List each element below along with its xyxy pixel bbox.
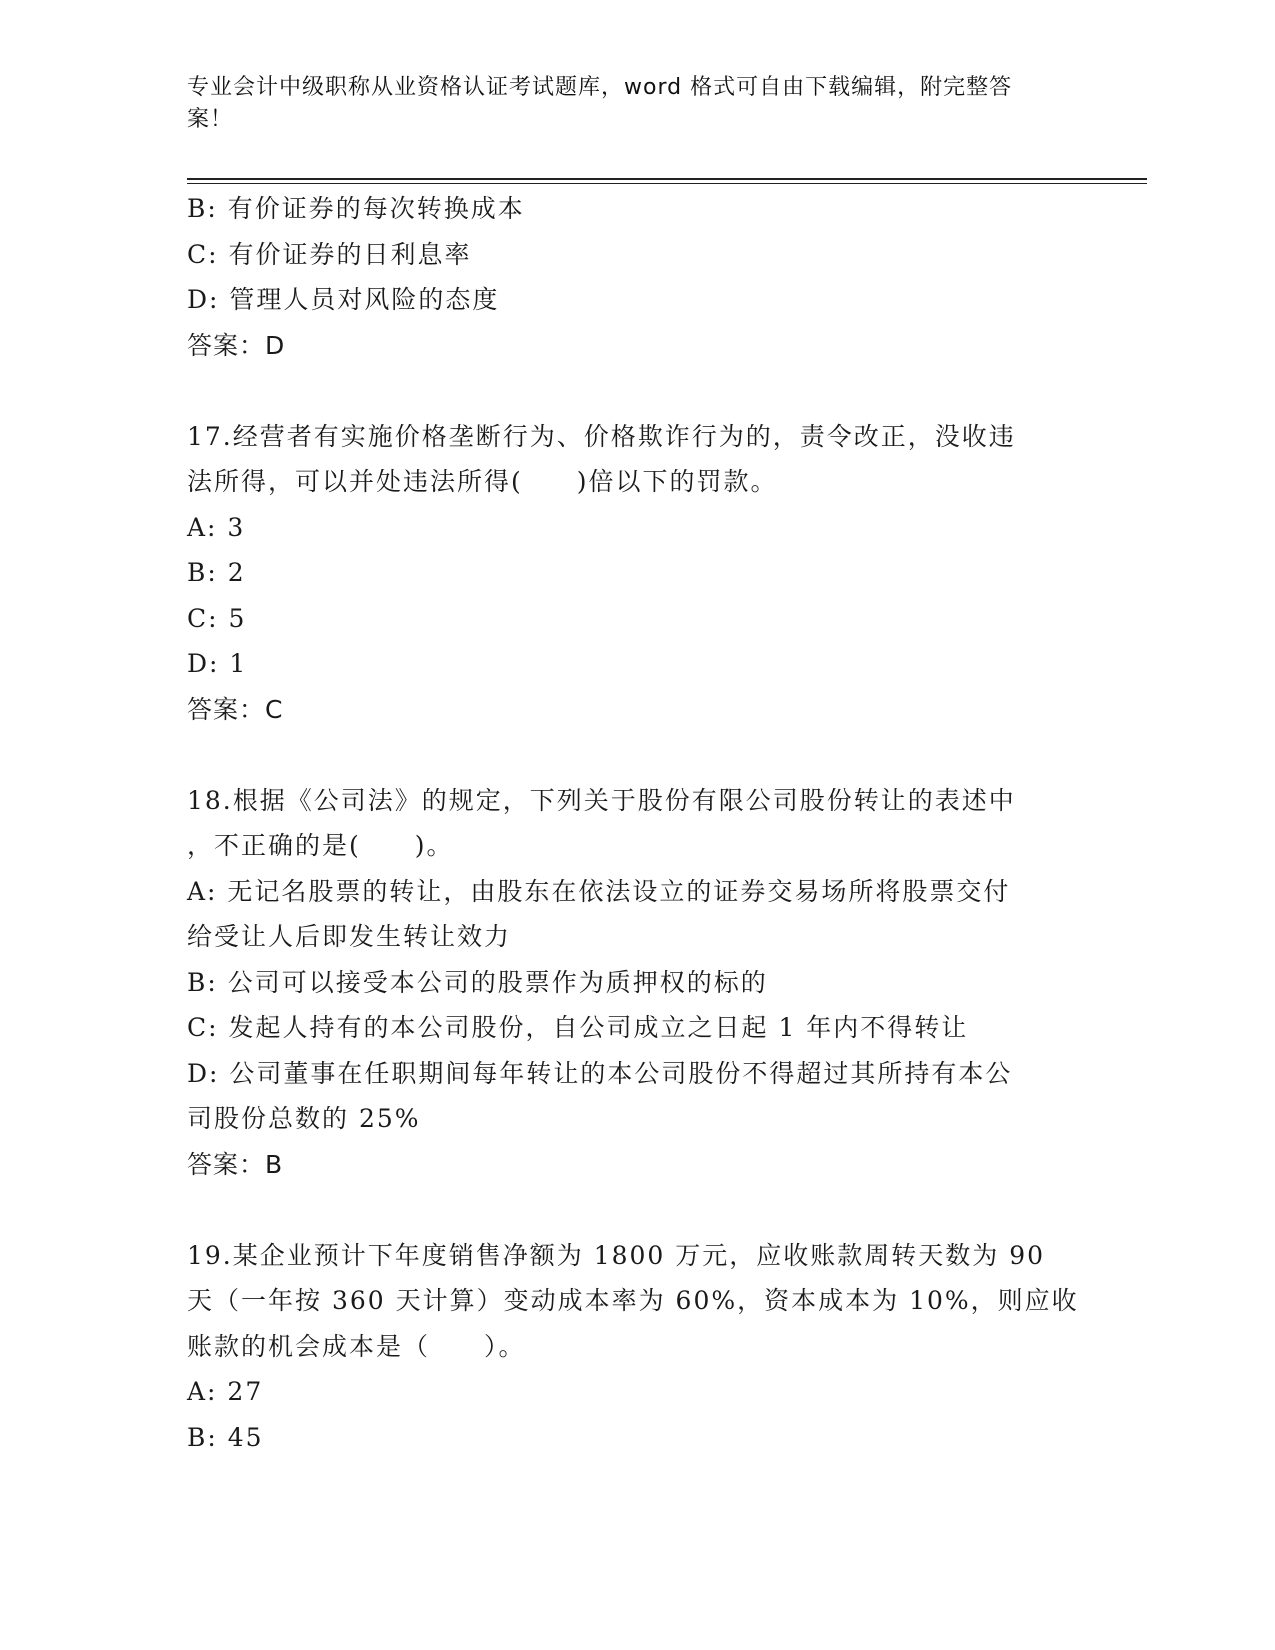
option-d-line-2: 司股份总数的 25% bbox=[187, 1104, 421, 1133]
question-16 bbox=[187, 186, 1077, 368]
option-a-line-1: A: 无记名股票的转让，由股东在依法设立的证券交易场所将股票交付 bbox=[187, 876, 1011, 906]
option-a-line-2: 给受让人后即发生转让效力 bbox=[187, 922, 512, 951]
option-c: C: 5 bbox=[187, 603, 247, 633]
answer: 答案：B bbox=[187, 1149, 284, 1179]
header-line-1: 专业会计中级职称从业资格认证考试题库，word 格式可自由下载编辑，附完整答 bbox=[187, 75, 1013, 100]
answer: 答案：C bbox=[187, 694, 284, 724]
spacer bbox=[187, 732, 1077, 778]
question-stem-line: 18.根据《公司法》的规定，下列关于股份有限公司股份转让的表述中 bbox=[187, 785, 1016, 815]
option-b: B: 有价证券的每次转换成本 bbox=[187, 194, 525, 223]
header-divider-thin bbox=[187, 183, 1147, 184]
option-b: B: 45 bbox=[187, 1422, 264, 1452]
question-17 bbox=[187, 414, 1077, 733]
question-stem-line: ，不正确的是( )。 bbox=[187, 831, 454, 860]
header-divider-thick bbox=[187, 178, 1147, 180]
question-stem-line: 天（一年按 360 天计算）变动成本率为 60%，资本成本为 10%，则应收 bbox=[187, 1286, 1079, 1315]
option-a: A: 27 bbox=[187, 1377, 264, 1406]
option-d: D: 1 bbox=[187, 649, 248, 678]
option-b: B: 2 bbox=[187, 558, 246, 587]
option-d-line-1: D: 公司董事在任职期间每年转让的本公司股份不得超过其所持有本公 bbox=[187, 1058, 1013, 1088]
spacer bbox=[187, 368, 1077, 414]
option-c: C: 发起人持有的本公司股份，自公司成立之日起 1 年内不得转让 bbox=[187, 1013, 969, 1042]
question-stem-line: 19.某企业预计下年度销售净额为 1800 万元，应收账款周转天数为 90 bbox=[187, 1240, 1046, 1270]
option-a: A: 3 bbox=[187, 512, 246, 542]
question-stem-line: 账款的机会成本是（ ）。 bbox=[187, 1331, 526, 1361]
question-stem-line: 法所得，可以并处违法所得( )倍以下的罚款。 bbox=[187, 467, 778, 496]
document-header bbox=[187, 72, 1067, 136]
question-stem-line: 17.经营者有实施价格垄断行为、价格欺诈行为的，责令改正，没收违 bbox=[187, 421, 1016, 451]
question-18 bbox=[187, 778, 1077, 1188]
spacer bbox=[187, 1187, 1077, 1233]
answer: 答案：D bbox=[187, 330, 286, 360]
question-19 bbox=[187, 1233, 1077, 1461]
option-c: C: 有价证券的日利息率 bbox=[187, 239, 472, 269]
option-b: B: 公司可以接受本公司的股票作为质押权的标的 bbox=[187, 967, 768, 997]
question-list bbox=[187, 186, 1077, 1460]
option-d: D: 管理人员对风险的态度 bbox=[187, 285, 500, 314]
header-line-2: 案！ bbox=[187, 107, 234, 132]
